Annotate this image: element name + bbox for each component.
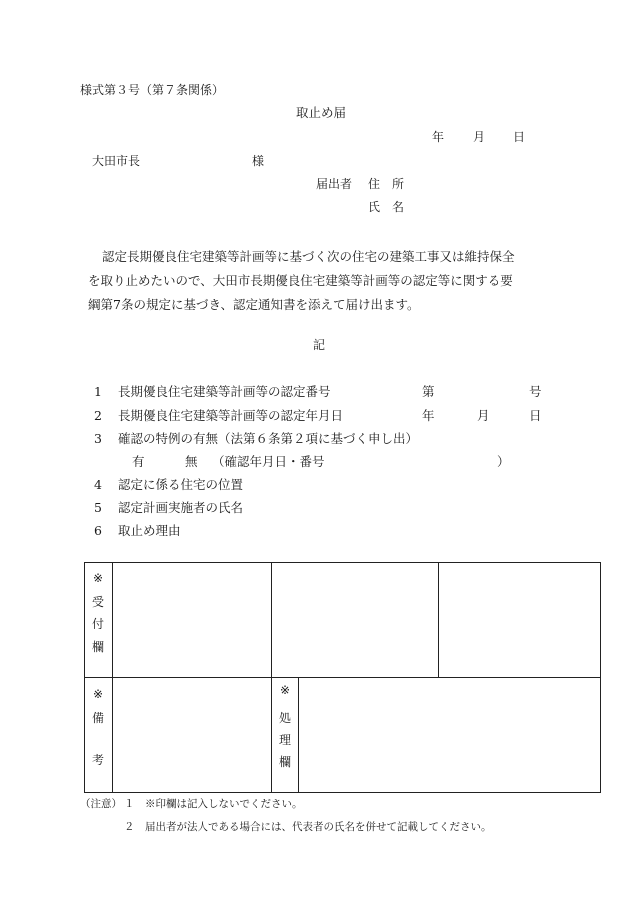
item-3-label: 確認の特例の有無（法第６条第２項に基づく申し出） xyxy=(118,431,419,446)
processing-label-divider xyxy=(298,677,299,792)
date-day: 日 xyxy=(513,130,526,144)
date-year: 年 xyxy=(432,130,445,144)
item-2-year: 年 xyxy=(422,408,435,423)
note-2-text: 届出者が法人である場合には、代表者の氏名を併せて記載してください。 xyxy=(145,821,492,833)
item-1-num: 1 xyxy=(94,384,102,399)
remarks-char-2: 考 xyxy=(91,753,104,767)
reception-mark: ※ xyxy=(92,571,104,585)
item-5-num: 5 xyxy=(94,500,102,515)
address-label: 住 所 xyxy=(368,177,405,191)
item-1-go: 号 xyxy=(529,384,542,399)
item-4-label: 認定に係る住宅の位置 xyxy=(118,477,244,492)
item-3-yes: 有 xyxy=(132,454,145,469)
body-line-2: を取り止めたいので、大田市長期優良住宅建築等計画等の認定等に関する要 xyxy=(88,273,513,288)
remarks-divider xyxy=(271,677,272,792)
processing-mark: ※ xyxy=(279,683,291,697)
item-2-num: 2 xyxy=(94,408,102,423)
ki-heading: 記 xyxy=(313,338,326,352)
reception-char-2: 付 xyxy=(91,617,104,631)
item-3-no: 無 xyxy=(185,454,198,469)
body-line-1: 認定長期優良住宅建築等計画等に基づく次の住宅の建築工事又は維持保全 xyxy=(102,249,515,264)
item-3-close: ） xyxy=(497,454,510,469)
addressee: 大田市長 xyxy=(92,154,141,168)
reception-divider-1 xyxy=(271,562,272,678)
item-3-detail: （確認年月日・番号 xyxy=(212,454,325,469)
processing-char-1: 処 xyxy=(278,711,291,725)
reception-char-1: 受 xyxy=(91,595,104,609)
name-label: 氏 名 xyxy=(368,200,405,214)
remarks-mark: ※ xyxy=(92,687,104,701)
note-1-num: １ xyxy=(124,798,135,810)
processing-char-3: 欄 xyxy=(278,755,291,769)
item-1-label: 長期優良住宅建築等計画等の認定番号 xyxy=(118,384,331,399)
table-row-divider xyxy=(84,677,600,678)
reception-char-3: 欄 xyxy=(91,640,104,654)
note-2-num: ２ xyxy=(124,821,135,833)
body-line-3: 綱第7条の規定に基づき、認定通知書を添えて届け出ます。 xyxy=(88,297,420,312)
item-4-num: 4 xyxy=(94,477,102,492)
remarks-char-1: 備 xyxy=(91,711,104,725)
processing-char-2: 理 xyxy=(278,733,291,747)
document-title: 取止め届 xyxy=(296,105,347,120)
item-2-label: 長期優良住宅建築等計画等の認定年月日 xyxy=(118,408,344,423)
applicant-label: 届出者 xyxy=(316,177,353,191)
date-month: 月 xyxy=(473,130,486,144)
note-1-text: ※印欄は記入しないでください。 xyxy=(145,798,303,810)
item-2-month: 月 xyxy=(477,408,490,423)
item-6-num: 6 xyxy=(94,523,102,538)
item-3-num: 3 xyxy=(94,431,102,446)
notes-label: （注意） xyxy=(80,798,122,810)
honorific: 様 xyxy=(252,154,265,168)
item-2-day: 日 xyxy=(529,408,542,423)
table-label-column-divider xyxy=(112,562,113,792)
item-5-label: 認定計画実施者の氏名 xyxy=(118,500,244,515)
form-number: 様式第３号（第７条関係） xyxy=(80,83,225,97)
reception-divider-2 xyxy=(438,562,439,678)
item-6-label: 取止め理由 xyxy=(118,523,181,538)
item-1-dai: 第 xyxy=(422,384,435,399)
